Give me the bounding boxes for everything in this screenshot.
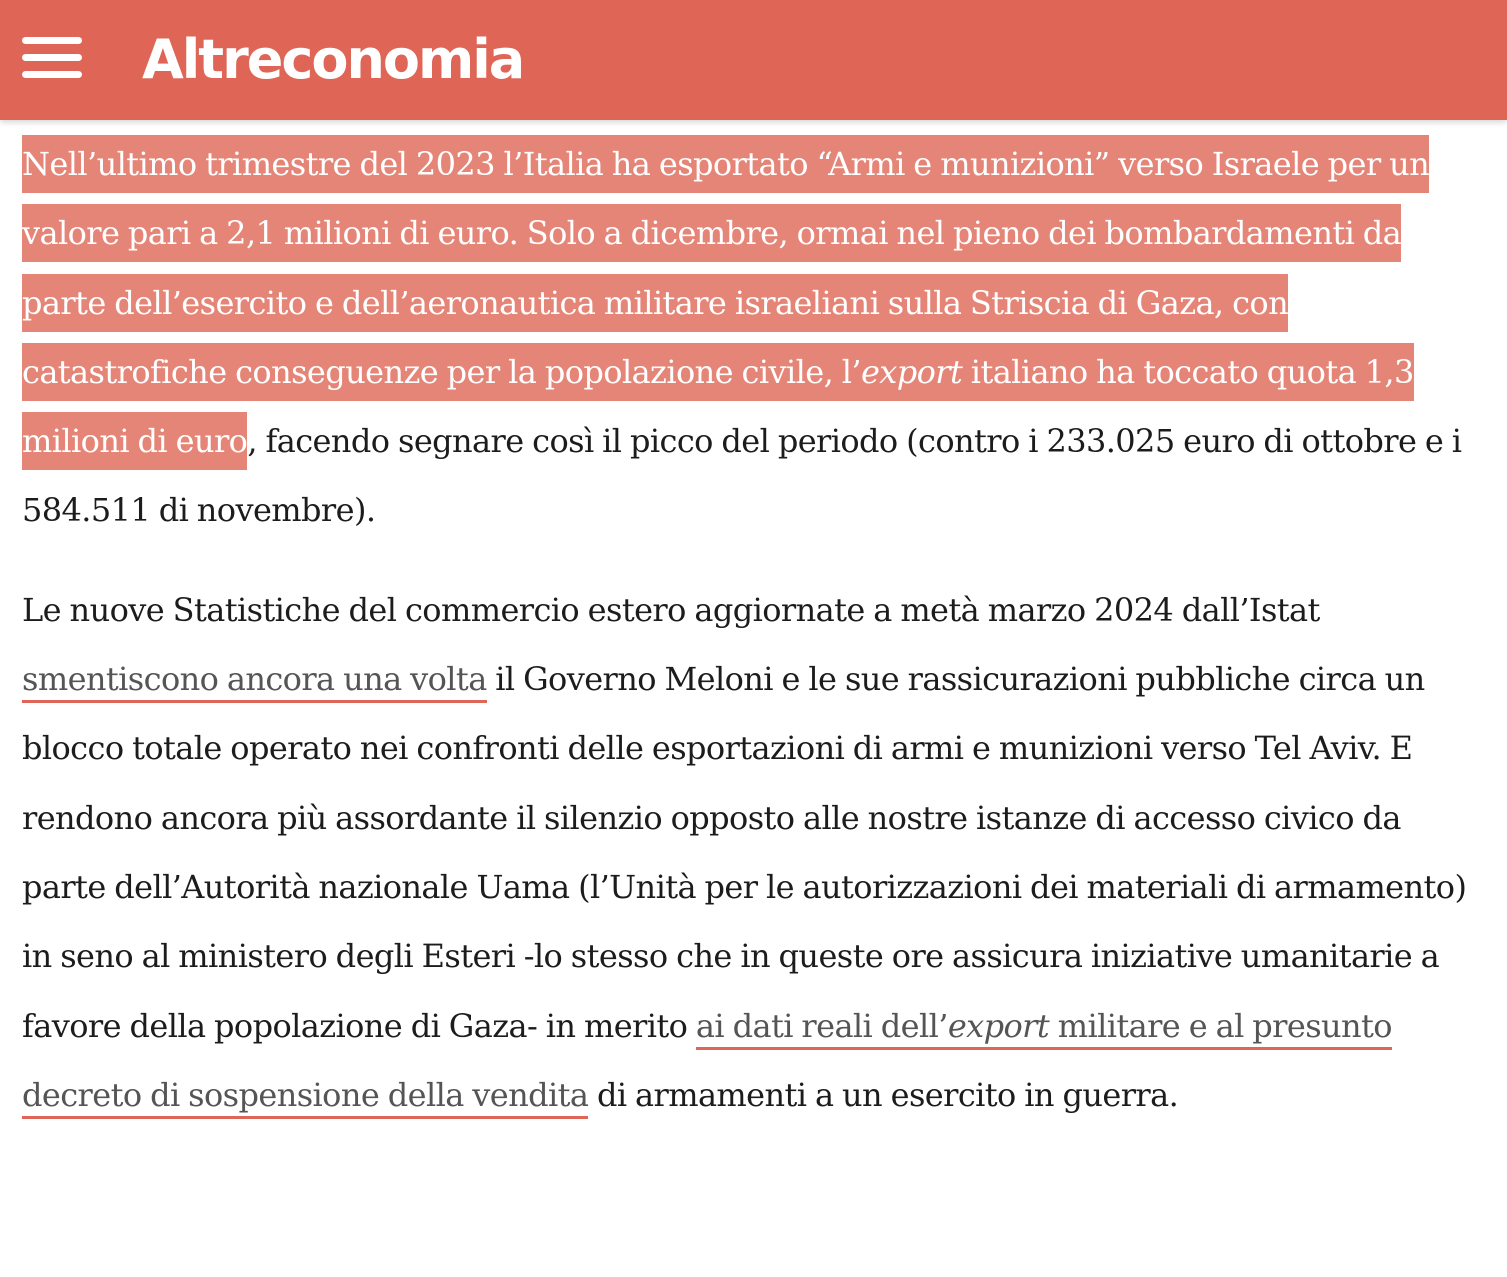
article-body [22,130,1492,1130]
highlighted-text [22,135,1429,470]
article-paragraph-1 [22,130,1492,546]
site-header [0,0,1507,120]
highlighted-italic-export: export [860,352,963,391]
hamburger-menu-icon[interactable] [22,37,82,79]
article-paragraph-2 [22,576,1492,1130]
link-2-part-1: ai dati reali dell’ [695,1006,948,1045]
site-logo[interactable]: Altreconomia [142,28,524,91]
link-2-italic-export: export [947,1006,1050,1045]
paragraph-2-text-1: Le nuove Statistiche del commercio estero aggiornate a metà marzo 2024 dall’Istat [22,590,1320,629]
highlighted-text-part-1: Nell’ultimo trimestre del 2023 l’Italia ha esportato “Armi e munizioni” verso Israele per un valore pari a 2,1 milioni di euro. Solo a dicembre, ormai nel pieno dei bombardamenti da parte dell’esercito e dell’aeronautica militare israeliani sulla Striscia di Gaza, con catastrofiche conseguenze per la popolazione civile, l’ [22,145,1430,391]
menu-bar [22,71,82,78]
link-smentiscono[interactable]: smentiscono ancora una volta [22,660,487,703]
link-2-part-2: militare e al presunto decreto di sospensione della vendita [22,1006,1392,1114]
paragraph-1-rest: , facendo segnare così il picco del periodo (contro i 233.025 euro di ottobre e i 584.511 di novembre). [22,422,1462,530]
paragraph-2-text-2: il Governo Meloni e le sue rassicurazioni pubbliche circa un blocco totale operato nei confronti delle esportazioni di armi e munizioni verso Tel Aviv. E rendono ancora più assordante il silenzio opposto alle nostre istanze di accesso civico da parte dell’Autorità nazionale Uama (l’Unità per le autorizzazioni dei materiali di armamento) in seno al ministero degli Esteri -lo stesso che in queste ore assicura iniziative umanitarie a favore della popolazione di Gaza- in merito [22,660,1467,1045]
menu-bar [22,54,82,61]
paragraph-2-text-3: di armamenti a un esercito in guerra. [588,1075,1179,1114]
menu-bar [22,37,82,44]
highlighted-text-part-2: italiano ha toccato quota 1,3 milioni di euro [22,352,1414,461]
